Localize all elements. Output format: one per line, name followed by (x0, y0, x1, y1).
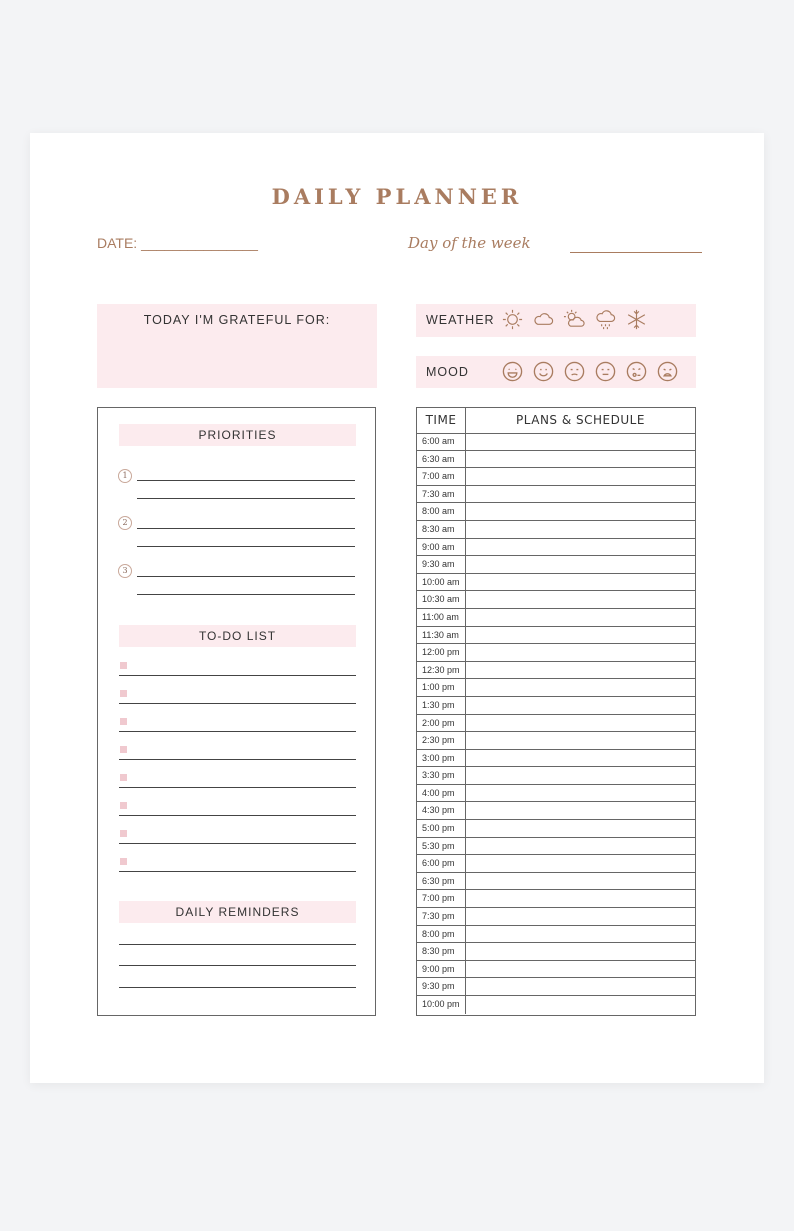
todo-line-6[interactable] (119, 815, 356, 816)
table-row[interactable] (417, 785, 695, 803)
time-cell: 9:00 am (417, 539, 466, 556)
table-row[interactable] (417, 662, 695, 680)
time-cell: 12:30 pm (417, 662, 466, 679)
partly-cloudy-icon[interactable] (563, 308, 586, 331)
todo-line-5[interactable] (119, 787, 356, 788)
time-cell: 5:00 pm (417, 820, 466, 837)
time-cell: 4:00 pm (417, 785, 466, 802)
table-row[interactable] (417, 961, 695, 979)
priority-line-3a[interactable] (137, 576, 355, 577)
todo-checkbox-7[interactable] (120, 830, 127, 837)
time-cell: 10:30 am (417, 591, 466, 608)
reminders-header: DAILY REMINDERS (119, 901, 356, 923)
table-row[interactable] (417, 556, 695, 574)
todo-line-8[interactable] (119, 871, 356, 872)
table-row[interactable] (417, 820, 695, 838)
todo-line-3[interactable] (119, 731, 356, 732)
table-row[interactable] (417, 539, 695, 557)
todo-checkbox-3[interactable] (120, 718, 127, 725)
reminder-line-1[interactable] (119, 944, 356, 945)
snowflake-icon[interactable] (625, 308, 648, 331)
grateful-box[interactable] (97, 304, 377, 388)
sun-icon[interactable] (501, 308, 524, 331)
table-row[interactable] (417, 855, 695, 873)
time-cell: 10:00 am (417, 574, 466, 591)
priority-line-2b[interactable] (137, 546, 355, 547)
table-row[interactable] (417, 468, 695, 486)
todo-line-1[interactable] (119, 675, 356, 676)
time-cell: 4:30 pm (417, 802, 466, 819)
time-cell: 8:30 am (417, 521, 466, 538)
neutral-face-icon[interactable] (563, 360, 586, 383)
schedule-table (416, 407, 696, 1016)
reminder-line-2[interactable] (119, 965, 356, 966)
laughing-face-icon[interactable] (501, 360, 524, 383)
time-cell: 6:00 pm (417, 855, 466, 872)
time-cell: 8:00 am (417, 503, 466, 520)
time-cell: 6:30 am (417, 451, 466, 468)
todo-checkbox-1[interactable] (120, 662, 127, 669)
table-row[interactable] (417, 750, 695, 768)
time-cell: 8:00 pm (417, 926, 466, 943)
day-of-week-field[interactable] (570, 252, 702, 253)
table-row[interactable] (417, 802, 695, 820)
table-row[interactable] (417, 838, 695, 856)
priority-line-1b[interactable] (137, 498, 355, 499)
table-row[interactable] (417, 943, 695, 961)
time-cell: 9:00 pm (417, 961, 466, 978)
table-row[interactable] (417, 591, 695, 609)
table-row[interactable] (417, 451, 695, 469)
time-cell: 2:00 pm (417, 715, 466, 732)
todo-line-7[interactable] (119, 843, 356, 844)
reminder-line-3[interactable] (119, 987, 356, 988)
priority-number-2: 2 (118, 516, 132, 530)
priority-line-3b[interactable] (137, 594, 355, 595)
todo-checkbox-4[interactable] (120, 746, 127, 753)
todo-line-2[interactable] (119, 703, 356, 704)
weather-box (416, 304, 696, 337)
smiling-face-icon[interactable] (532, 360, 555, 383)
time-cell: 11:00 am (417, 609, 466, 626)
time-cell: 6:30 pm (417, 873, 466, 890)
time-cell: 8:30 pm (417, 943, 466, 960)
priority-number-1: 1 (118, 469, 132, 483)
time-cell: 1:30 pm (417, 697, 466, 714)
todo-header: TO-DO LIST (119, 625, 356, 647)
plans-column-header: PLANS & SCHEDULE (516, 413, 645, 427)
priority-line-2a[interactable] (137, 528, 355, 529)
table-row[interactable] (417, 767, 695, 785)
table-row[interactable] (417, 890, 695, 908)
schedule-rows (417, 433, 695, 1014)
time-cell: 7:00 pm (417, 890, 466, 907)
table-row[interactable] (417, 503, 695, 521)
todo-checkbox-5[interactable] (120, 774, 127, 781)
todo-line-4[interactable] (119, 759, 356, 760)
time-cell: 2:30 pm (417, 732, 466, 749)
time-cell: 6:00 am (417, 433, 466, 450)
mood-box (416, 356, 696, 388)
time-cell: 12:00 pm (417, 644, 466, 661)
table-row[interactable] (417, 521, 695, 539)
time-cell: 11:30 am (417, 627, 466, 644)
priority-line-1a[interactable] (137, 480, 355, 481)
time-cell: 10:00 pm (417, 996, 466, 1014)
grateful-label: TODAY I'M GRATEFUL FOR: (143, 313, 331, 327)
table-row[interactable] (417, 978, 695, 996)
schedule-header-row (417, 408, 695, 434)
todo-checkbox-6[interactable] (120, 802, 127, 809)
time-cell: 1:00 pm (417, 679, 466, 696)
rain-icon[interactable] (594, 308, 617, 331)
day-of-week-label: Day of the week (408, 234, 531, 252)
time-cell: 3:30 pm (417, 767, 466, 784)
meh-face-icon[interactable] (594, 360, 617, 383)
table-row[interactable] (417, 433, 695, 451)
time-cell: 3:00 pm (417, 750, 466, 767)
table-row[interactable] (417, 679, 695, 697)
todo-checkbox-2[interactable] (120, 690, 127, 697)
sick-face-icon[interactable] (625, 360, 648, 383)
mood-label: MOOD (426, 365, 469, 379)
table-row[interactable] (417, 574, 695, 592)
time-cell: 9:30 pm (417, 978, 466, 995)
date-field[interactable]: DATE: _______________ (97, 235, 258, 251)
table-row[interactable] (417, 873, 695, 891)
time-cell: 7:30 pm (417, 908, 466, 925)
table-row[interactable] (417, 926, 695, 944)
sad-face-icon[interactable] (656, 360, 679, 383)
time-cell: 7:00 am (417, 468, 466, 485)
priorities-header: PRIORITIES (119, 424, 356, 446)
table-row[interactable] (417, 732, 695, 750)
table-row[interactable] (417, 908, 695, 926)
page-title: DAILY PLANNER (271, 184, 523, 209)
cloud-icon[interactable] (532, 308, 555, 331)
priority-number-3: 3 (118, 564, 132, 578)
time-column-header: TIME (417, 408, 466, 433)
table-row[interactable] (417, 697, 695, 715)
time-cell: 9:30 am (417, 556, 466, 573)
time-cell: 7:30 am (417, 486, 466, 503)
table-row[interactable] (417, 627, 695, 645)
table-row[interactable] (417, 609, 695, 627)
table-row[interactable] (417, 996, 695, 1014)
time-cell: 5:30 pm (417, 838, 466, 855)
table-row[interactable] (417, 715, 695, 733)
table-row[interactable] (417, 644, 695, 662)
weather-label: WEATHER (426, 313, 495, 327)
tasks-panel (97, 407, 376, 1016)
table-row[interactable] (417, 486, 695, 504)
todo-checkbox-8[interactable] (120, 858, 127, 865)
